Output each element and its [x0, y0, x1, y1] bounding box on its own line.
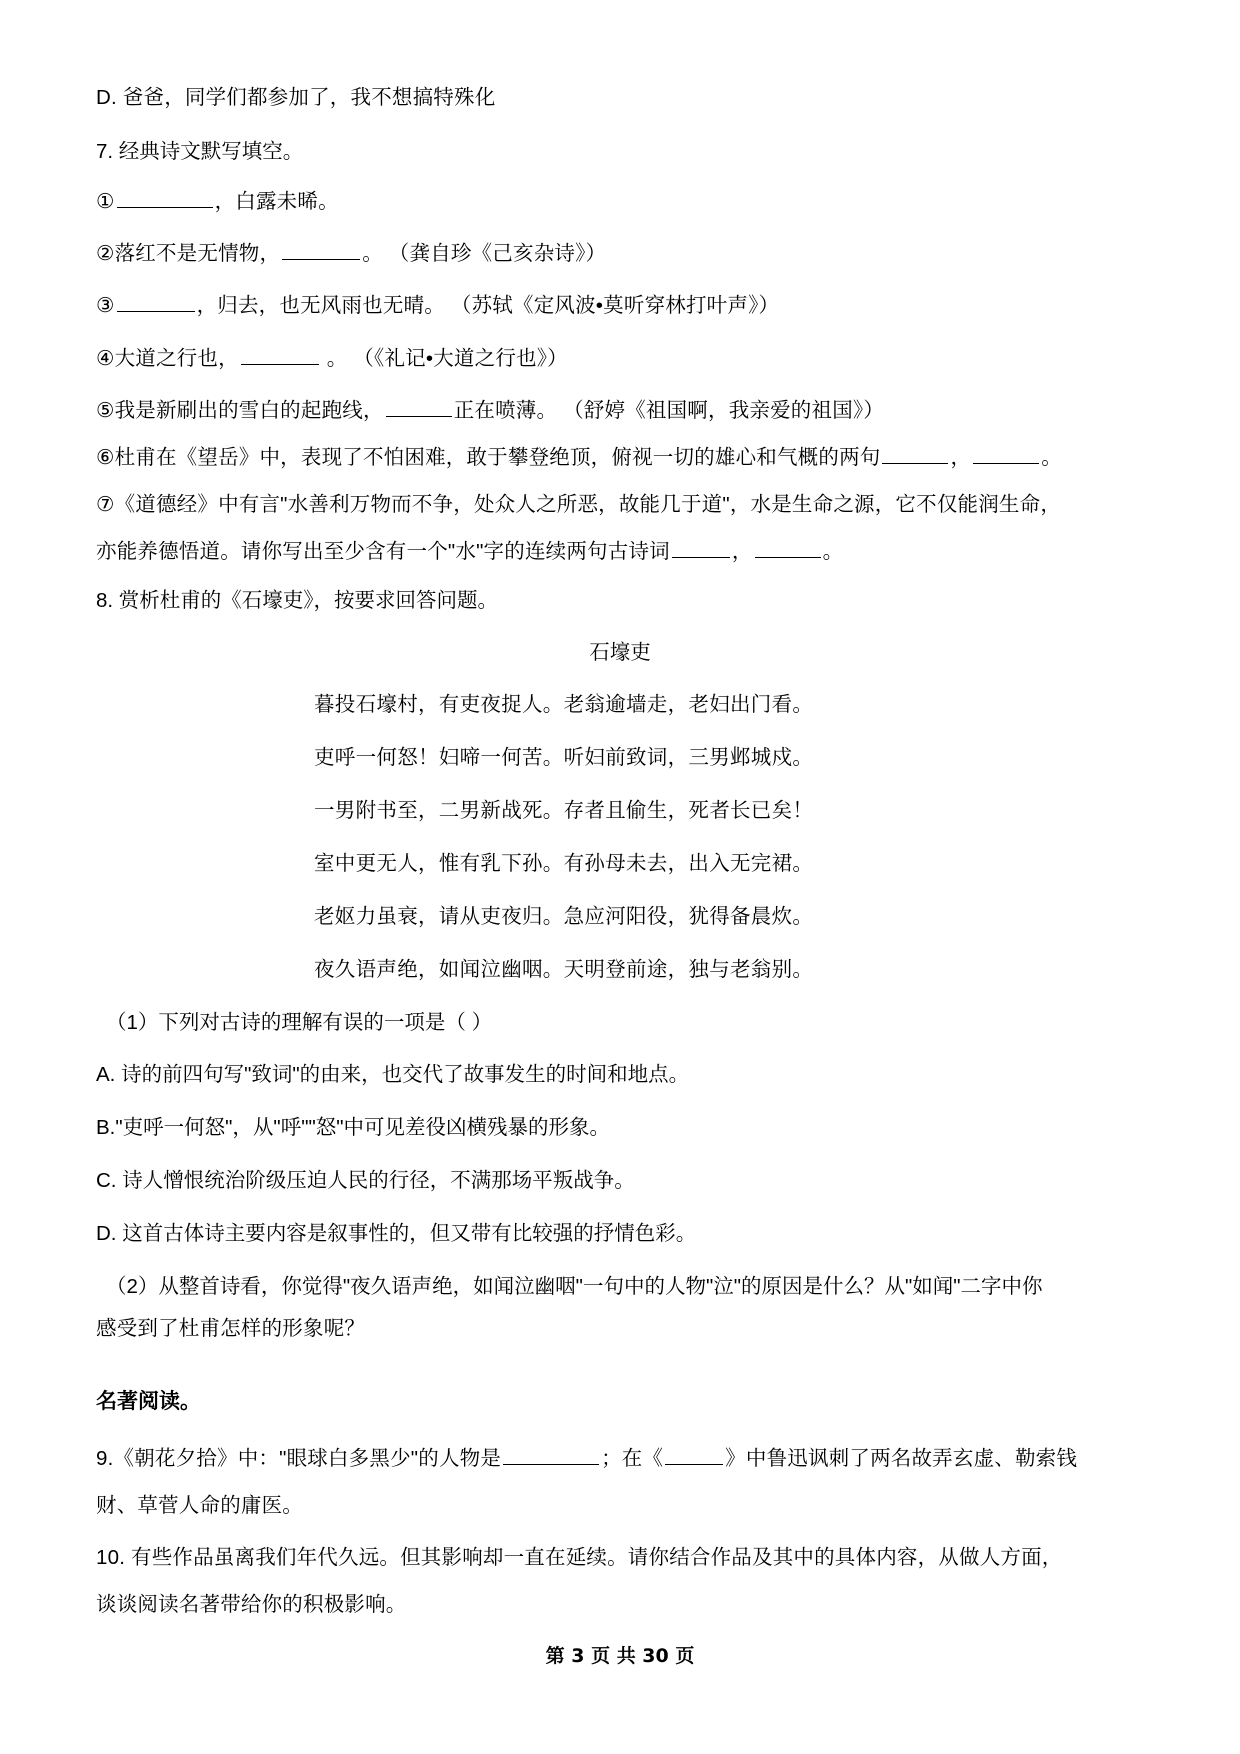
q7-item-5 [96, 395, 1144, 426]
q7-item-6 [96, 442, 1144, 473]
q7-item-3 [96, 290, 1144, 321]
q7-item-5-marker: ⑤ [96, 398, 115, 422]
q7-item-6-text: 杜甫在《望岳》中，表现了不怕困难，敢于攀登绝顶，俯视一切的雄心和气概的两句 [114, 445, 881, 469]
q7-item-7-end: 。 [822, 540, 844, 564]
q7-item-5-before: 我是新刷出的雪白的起跑线， [114, 398, 384, 422]
q7-item-3-blank[interactable] [117, 292, 195, 312]
poem-line-3: 一男附书至，二男新战死。存者且偷生，死者长已矣！ [314, 798, 814, 823]
question-9-blank-2[interactable] [665, 1444, 723, 1464]
q7-item-6-end: 。 [1041, 445, 1062, 469]
question-8-sub-2-line-2: 感受到了杜甫怎样的形象呢？ [96, 1317, 366, 1341]
q7-item-4 [96, 343, 1144, 374]
q7-item-4-source: （《礼记•大道之行也》） [353, 346, 568, 370]
previous-question-option-d: D. 爸爸，同学们都参加了，我不想搞特殊化 [96, 86, 496, 109]
q7-item-4-before: 大道之行也， [114, 346, 239, 370]
poem-line-2: 吏呼一何怒！妇啼一何苦。听妇前致词，三男邺城戍。 [314, 745, 814, 770]
q7-item-7-line-1 [96, 489, 1144, 520]
q7-item-6-blank-1[interactable] [882, 443, 948, 463]
poem-line-6: 夜久语声绝，如闻泣幽咽。天明登前途，独与老翁别。 [314, 957, 814, 982]
q7-item-4-blank[interactable] [241, 344, 319, 364]
q7-item-3-source: （苏轼《定风波•莫听穿林打叶声》） [450, 294, 780, 318]
q7-item-2 [96, 238, 1144, 269]
q7-item-7-marker: ⑦ [96, 493, 115, 517]
poem-title: 石壕吏 [589, 640, 651, 665]
q7-item-5-blank[interactable] [386, 396, 452, 416]
question-8-option-a[interactable]: A. 诗的前四句写"致词"的由来，也交代了故事发生的时间和地点。 [96, 1063, 690, 1087]
q7-item-7-mid: ， [731, 540, 753, 564]
q7-item-4-marker: ④ [96, 346, 115, 370]
question-8-sub-2-line-1: （2）从整首诗看，你觉得"夜久语声绝，如闻泣幽咽"一句中的人物"泣"的原因是什么？从"如闻"二字中你 [106, 1275, 1043, 1299]
q7-item-5-source: （舒婷《祖国啊，我亲爱的祖国》） [563, 398, 885, 422]
q7-item-4-after: 。 [326, 346, 348, 370]
q7-item-7-text-1: 《道德经》中有言"水善利万物而不争，处众人之所恶，故能几于道"，水是生命之源，它不仅能润生命， [114, 493, 1062, 517]
page-footer: 第 3 页 共 30 页 [545, 1645, 695, 1667]
question-8-option-b[interactable]: B."吏呼一何怒"，从"呼""怒"中可见差役凶横残暴的形象。 [96, 1116, 611, 1140]
poem-line-4: 室中更无人，惟有乳下孙。有孙母未去，出入无完裙。 [314, 851, 814, 876]
question-10-line-1: 10. 有些作品虽离我们年代久远。但其影响却一直在延续。请你结合作品及其中的具体内容，从做人方面， [96, 1545, 1063, 1569]
question-9-text-2: ；在《 [601, 1446, 664, 1470]
q7-item-3-after: ，归去，也无风雨也无晴。 [196, 294, 445, 318]
question-9-line-2: 财、草菅人命的庸医。 [96, 1493, 303, 1517]
q7-item-1-blank[interactable] [117, 188, 213, 208]
q7-item-1-after: ，白露未晞。 [214, 190, 339, 214]
q7-item-7-blank-2[interactable] [755, 538, 821, 558]
question-8-stem: 8. 赏析杜甫的《石壕吏》，按要求回答问题。 [96, 589, 499, 613]
q7-item-2-after: 。 [362, 242, 383, 266]
question-9-line-1 [96, 1443, 1144, 1474]
poem-line-1: 暮投石壕村，有吏夜捉人。老翁逾墙走，老妇出门看。 [314, 692, 814, 717]
q7-item-1 [96, 186, 1144, 217]
q7-item-2-marker: ② [96, 242, 115, 266]
poem-block [96, 635, 1144, 982]
question-8-sub-1-label: （1）下列对古诗的理解有误的一项是（ ） [106, 1011, 493, 1035]
q7-item-6-mid: ， [950, 445, 972, 469]
question-8-option-c[interactable]: C. 诗人憎恨统治阶级压迫人民的行径，不满那场平叛战争。 [96, 1169, 635, 1193]
question-9-text-3: 》中鲁迅讽刺了两名故弄玄虚、勒索钱 [725, 1446, 1078, 1470]
poem-line-5: 老妪力虽衰，请从吏夜归。急应河阳役，犹得备晨炊。 [314, 904, 814, 929]
q7-item-1-marker: ① [96, 190, 115, 214]
q7-item-6-marker: ⑥ [96, 445, 115, 469]
question-7-stem: 7. 经典诗文默写填空。 [96, 140, 304, 164]
question-9-text-1: 9.《朝花夕拾》中："眼球白多黑少"的人物是 [96, 1446, 502, 1470]
section-heading-mingzhu-yuedu: 名著阅读。 [96, 1389, 201, 1413]
q7-item-3-marker: ③ [96, 294, 115, 318]
question-9-blank-1[interactable] [503, 1444, 599, 1464]
q7-item-2-before: 落红不是无情物， [114, 242, 281, 266]
question-10-line-2: 谈谈阅读名著带给你的积极影响。 [96, 1593, 407, 1617]
q7-item-5-after: 正在喷薄。 [453, 398, 558, 422]
question-8-option-d[interactable]: D. 这首古体诗主要内容是叙事性的，但又带有比较强的抒情色彩。 [96, 1222, 697, 1246]
q7-item-7-line-2 [96, 536, 1144, 567]
q7-item-7-text-2: 亦能养德悟道。请你写出至少含有一个"水"字的连续两句古诗词 [96, 540, 670, 564]
q7-item-2-source: （龚自珍《己亥杂诗》） [388, 242, 607, 266]
q7-item-6-blank-2[interactable] [973, 443, 1039, 463]
q7-item-7-blank-1[interactable] [672, 538, 730, 558]
q7-item-2-blank[interactable] [282, 240, 360, 260]
